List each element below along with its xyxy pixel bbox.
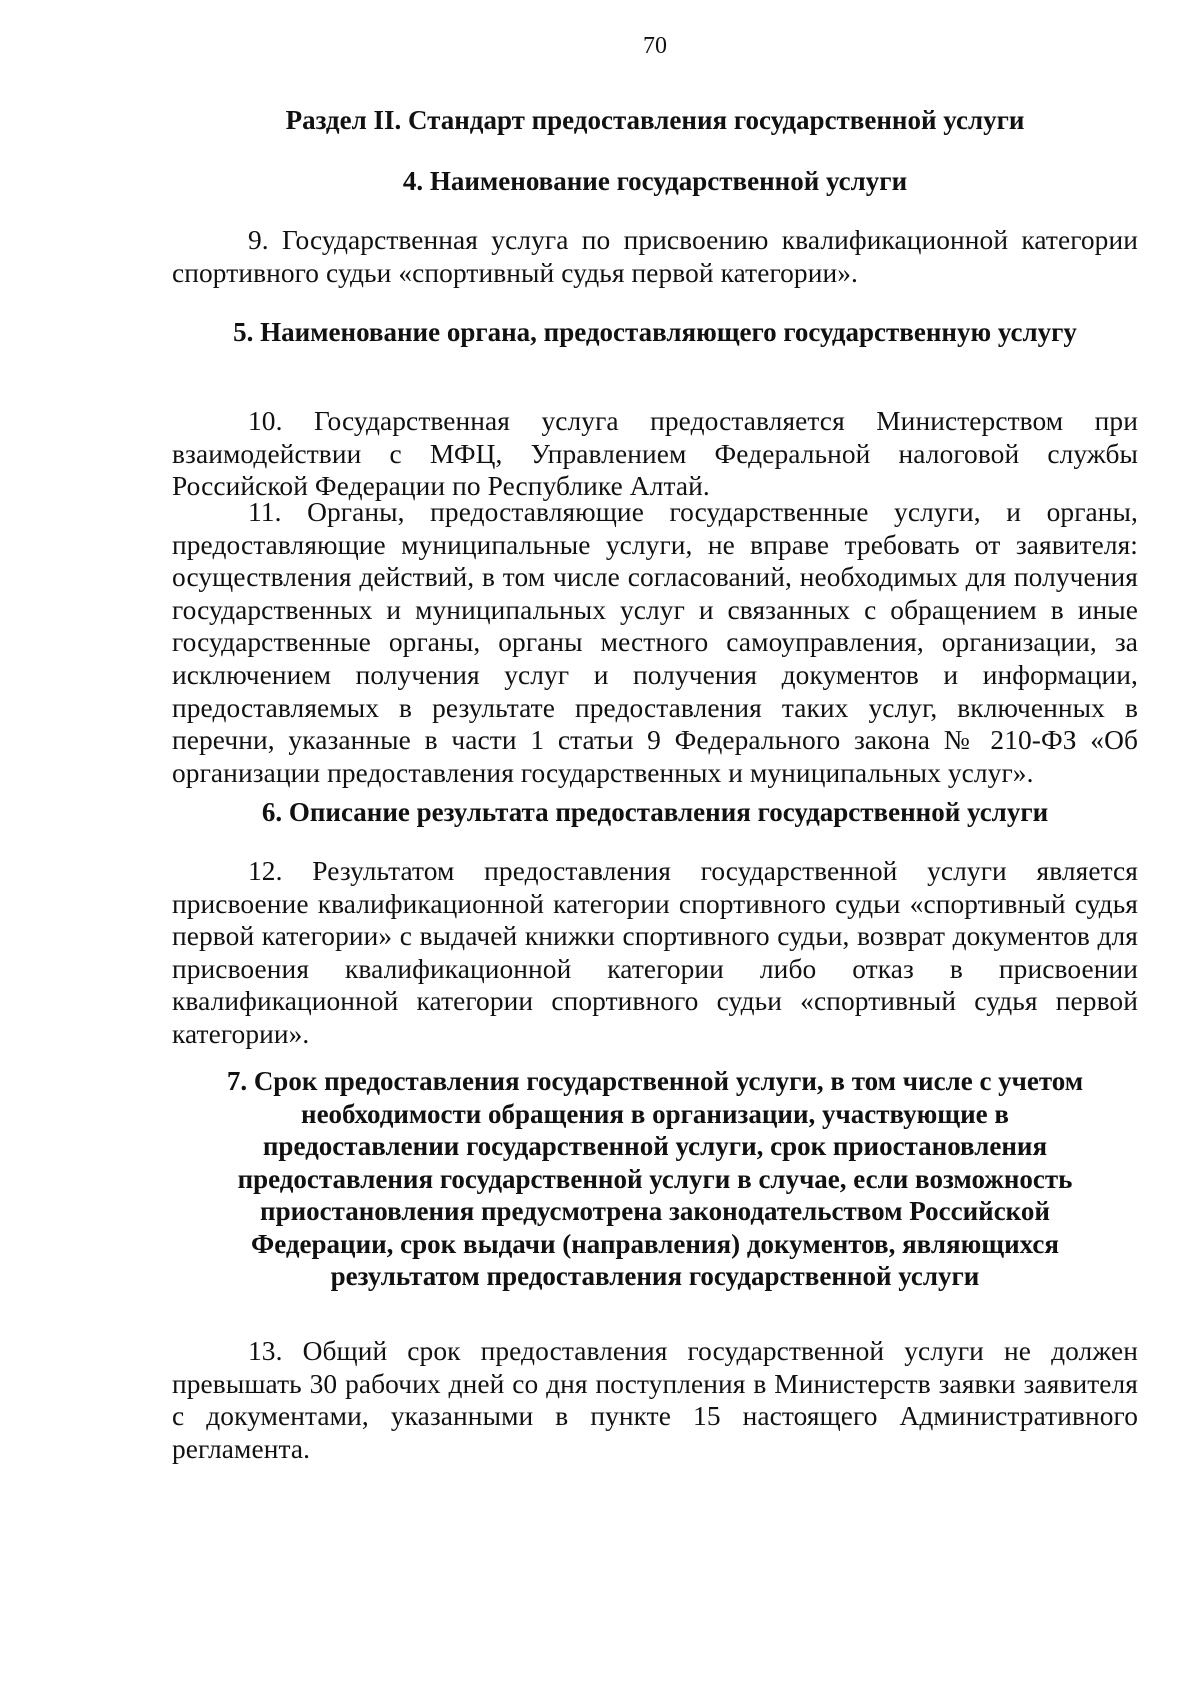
section-title: Раздел II. Стандарт предоставления государственной услуги bbox=[285, 105, 1025, 135]
paragraph-9: 9. Государственная услуга по присвоению квалификационной категории спортивного судьи «спортивный судья первой категории». bbox=[172, 225, 1138, 288]
paragraph-12: 12. Результатом предоставления государственной услуги является присвоение квалификационной категории спортивного судьи «спортивный судья первой категории» с выдачей книжки спортивного судьи, возврат документов для присвоения квалификационной категории либо отказ в присвоении квалификационной категории спортивного судьи «спортивный судья первой категории». bbox=[172, 856, 1138, 1049]
paragraph-13: 13. Общий срок предоставления государственной услуги не должен превышать 30 рабочих дней со дня поступления в Министерств заявки заявителя с документами, указанными в пункте 15 настоящего Административного регламента. bbox=[172, 1336, 1138, 1464]
paragraph-10: 10. Государственная услуга предоставляется Министерством при взаимодействии с МФЦ, Управлением Федеральной налоговой службы Российской Федерации по Республике Алтай. bbox=[172, 406, 1138, 502]
page-number: 70 bbox=[643, 33, 667, 59]
subsection-7-title: 7. Срок предоставления государственной услуги, в том числе с учетом необходимости обращения в организации, участвующие в предоставлении государственной услуги, срок приостановления предоставления государственной услуги в случае, если возможность приостановления предусмотрена законодательством Российской Федерации, срок выдачи (направления) документов, являющихся результатом предоставления государственной услуги bbox=[226, 1066, 1084, 1291]
subsection-6-title: 6. Описание результата предоставления государственной услуги bbox=[261, 797, 1049, 827]
subsection-4-title: 4. Наименование государственной услуги bbox=[402, 166, 908, 196]
subsection-5-title: 5. Наименование органа, предоставляющего государственную услугу bbox=[233, 317, 1077, 347]
paragraph-11: 11. Органы, предоставляющие государственные услуги, и органы, предоставляющие муниципальные услуги, не вправе требовать от заявителя: осуществления действий, в том числе согласований, необходимых для получения государственных и муниципальных услуг и связанных с обращением в иные государственные органы, органы местного самоуправления, организации, за исключением получения услуг и получения документов и информации, предоставляемых в результате предоставления таких услуг, включенных в перечни, указанные в части 1 статьи 9 Федерального закона № 210-ФЗ «Об организации предоставления государственных и муниципальных услуг». bbox=[172, 497, 1138, 788]
